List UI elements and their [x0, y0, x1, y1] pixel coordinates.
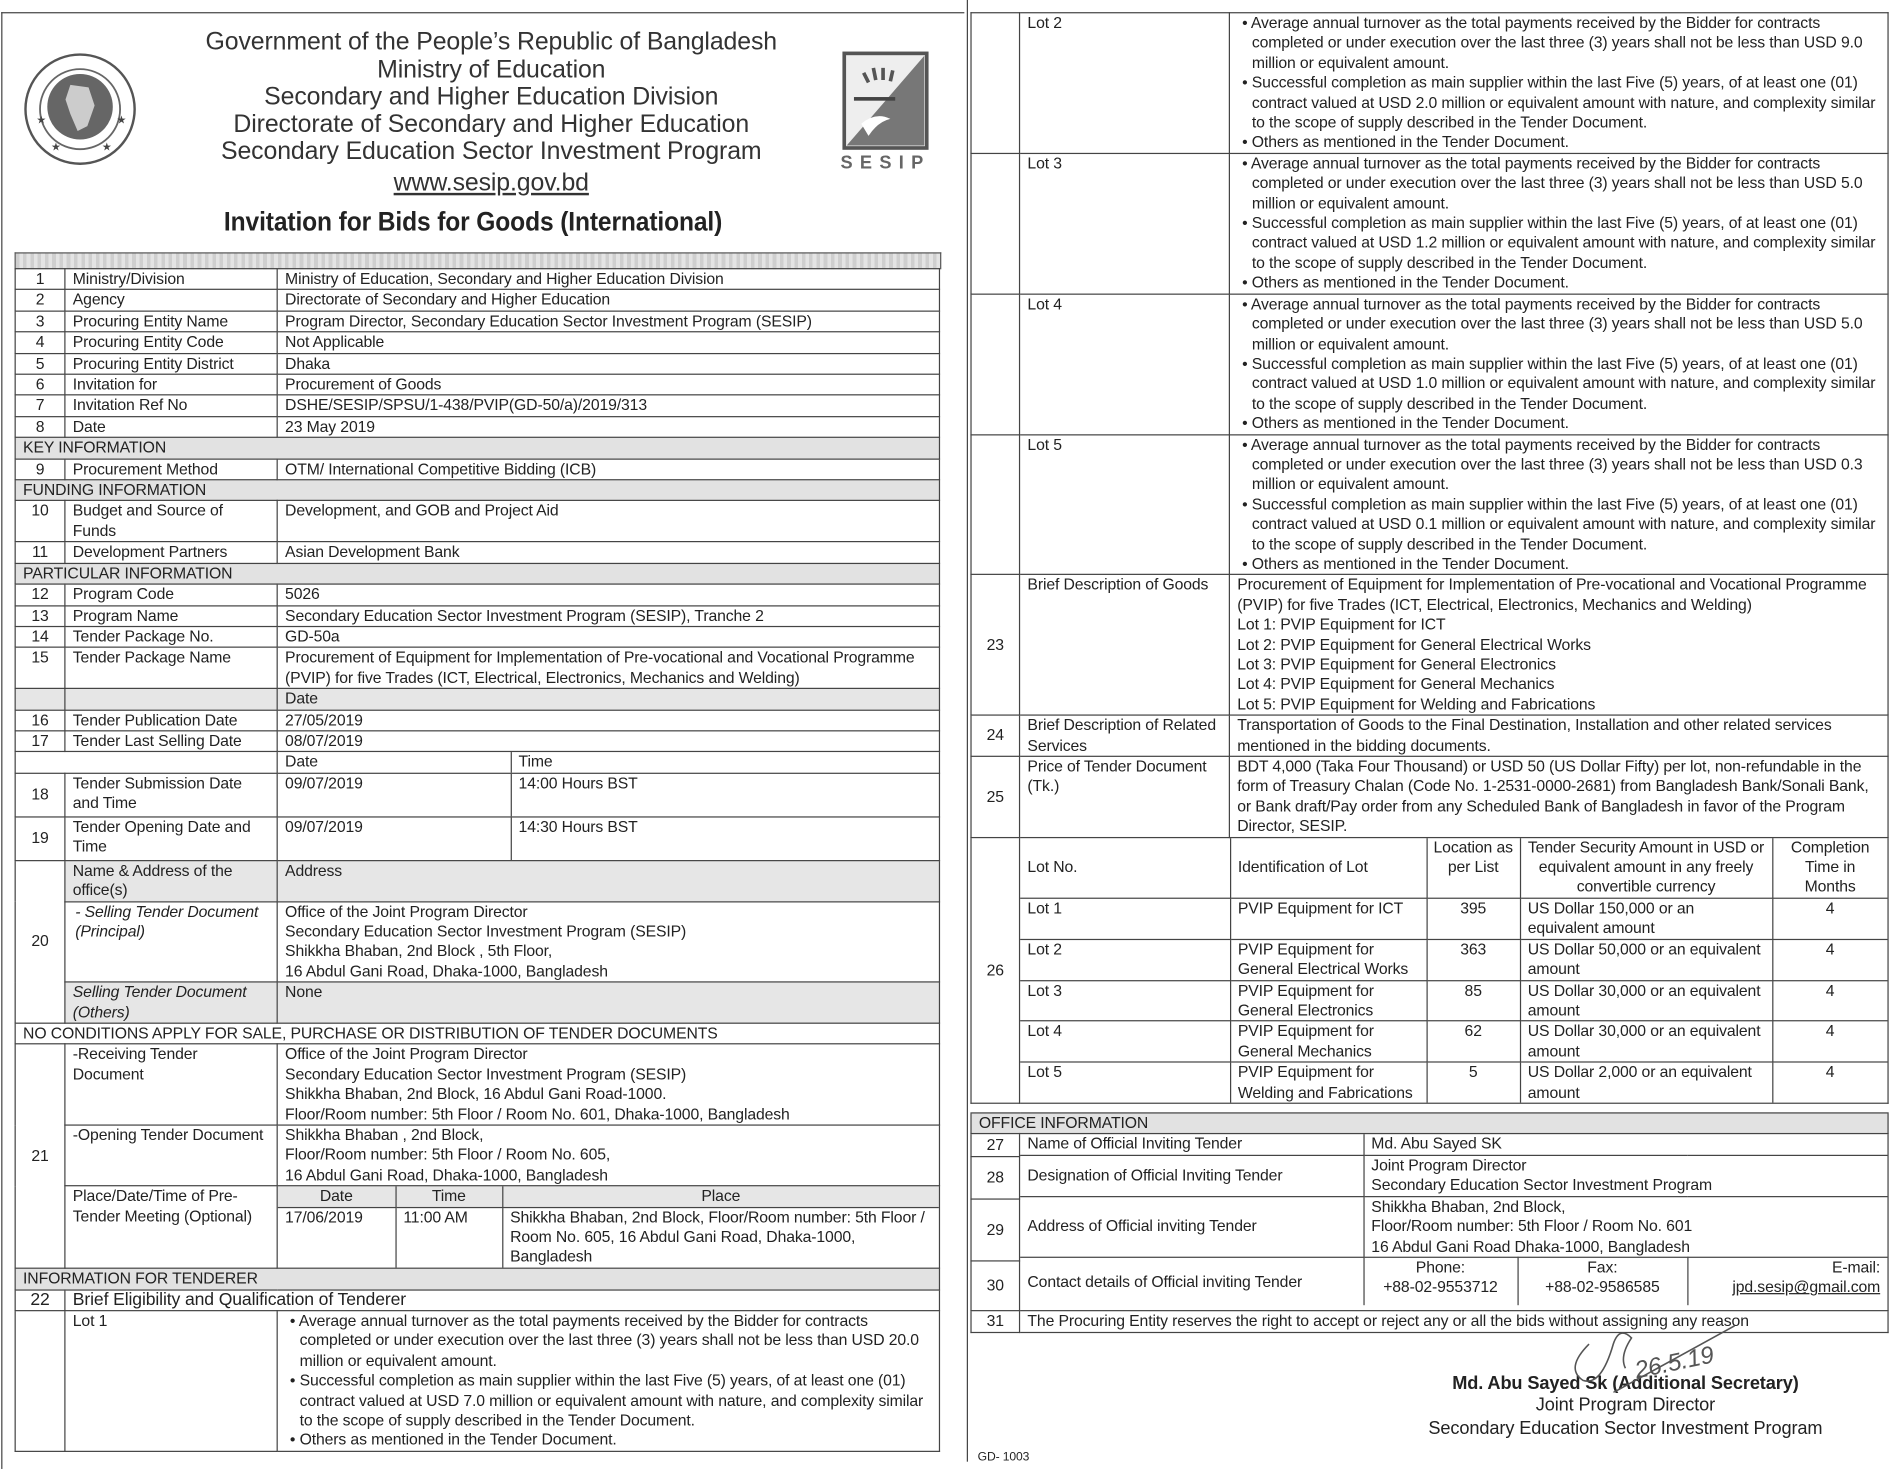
page-title: Invitation for Bids for Goods (International)	[223, 206, 723, 237]
tender-details-table-right	[970, 12, 1888, 1333]
cell: Lot 5	[1020, 1062, 1230, 1102]
cell: Procurement Method	[65, 459, 277, 480]
cell	[1229, 13, 1888, 154]
table-row	[15, 626, 939, 647]
cell: Price of Tender Document (Tk.)	[1020, 756, 1230, 837]
cell: 20	[15, 860, 65, 1023]
criteria-item: • Others as mentioned in the Tender Document.	[1237, 414, 1880, 434]
text-line: Floor/Room number: 5th Floor / Room No. 605,	[285, 1145, 611, 1164]
cell	[1517, 1257, 1687, 1306]
handwritten-signature	[1541, 1320, 1784, 1393]
table-row	[15, 1044, 939, 1125]
table-row	[971, 837, 1888, 1103]
svg-text:★: ★	[101, 141, 112, 154]
cell: 14	[15, 626, 65, 647]
cell: Transportation of Goods to the Final Destination, Installation and other related services mentioned in the bidding documents.	[1229, 715, 1888, 756]
cell	[15, 1311, 65, 1452]
cell	[277, 901, 939, 982]
cell: Lot 5	[1020, 434, 1230, 575]
text-line: Lot 5: PVIP Equipment for Welding and Fabrications	[1237, 694, 1596, 714]
table-row	[15, 542, 939, 563]
section-header	[971, 1113, 1888, 1134]
letterhead-line: Secondary and Higher Education Division	[264, 82, 719, 111]
cell: Address	[277, 860, 939, 901]
table-row	[15, 710, 939, 731]
signature-block	[1395, 1325, 1856, 1440]
cell	[1363, 1196, 1887, 1257]
cell: 4	[1772, 980, 1887, 1021]
svg-text:SESIP: SESIP	[840, 152, 931, 173]
section-header	[15, 480, 939, 501]
text-line: Lot 1: PVIP Equipment for ICT	[1237, 615, 1446, 634]
cell: Date	[278, 752, 511, 772]
cell: Ministry of Education, Secondary and Higher Education Division	[277, 269, 939, 290]
cell: Place/Date/Time of Pre-Tender Meeting (Optional)	[65, 1186, 277, 1268]
cell: 19	[15, 817, 65, 861]
cell: Tender Last Selling Date	[65, 731, 277, 752]
lot-row	[1020, 980, 1887, 1021]
criteria-item: • Successful completion as main supplier within the last Five (5) years, of at least one (01) contract valued at USD 0.1 million or equivalent amount with nature, and complexity similar to the scope of supply described in the Tender Document.	[1237, 495, 1880, 555]
cell: Contact details of Official inviting Tender	[1020, 1257, 1363, 1306]
cell	[1363, 1155, 1887, 1196]
table-row	[15, 416, 939, 437]
cell: 22	[15, 1290, 65, 1311]
cell	[1020, 837, 1889, 1103]
cell	[971, 153, 1020, 294]
cell: 17/06/2019	[278, 1207, 396, 1268]
cell: 09/07/2019	[278, 817, 511, 859]
cell: Procuring Entity District	[65, 353, 277, 374]
date-time-header-row	[15, 752, 939, 773]
phone-label: Phone:	[1415, 1257, 1466, 1277]
criteria-list	[1237, 154, 1880, 293]
cell: 5	[1426, 1062, 1519, 1102]
cell: Shikkha Bhaban, 2nd Block, Floor/Room number: 5th Floor / Room No. 605, 16 Abdul Gani Road, Dhaka-1000, Bangladesh	[502, 1207, 939, 1268]
row-number: 29	[970, 1199, 1020, 1261]
criteria-item: • Successful completion as main supplier within the last Five (5) years, of at least one (01) contract valued at USD 1.2 million or equivalent amount with nature, and complexity similar to the scope of supply described in the Tender Document.	[1237, 214, 1880, 274]
letterhead	[146, 29, 837, 196]
cell	[1020, 1134, 1889, 1311]
text-line: Floor/Room number: 5th Floor / Room No. 601	[1371, 1216, 1693, 1236]
lot-criteria-row	[971, 294, 1888, 435]
table-row	[15, 269, 939, 290]
cell	[971, 1134, 1020, 1311]
cell: 23 May 2019	[277, 416, 939, 437]
cell: 4	[1772, 898, 1887, 939]
cell: Tender Submission Date and Time	[65, 773, 277, 817]
text-line: Shikkha Bhaban , 2nd Block,	[285, 1125, 484, 1144]
lot-row	[1020, 939, 1887, 980]
cell	[1229, 153, 1888, 294]
cell: US Dollar 30,000 or an equivalent amount	[1520, 1021, 1772, 1062]
table-row	[15, 982, 939, 1023]
table-row	[971, 1134, 1888, 1311]
cell: Dhaka	[277, 353, 939, 374]
cell: PVIP Equipment for General Electrical Works	[1230, 939, 1427, 980]
cell: 4	[1772, 1062, 1887, 1102]
cell: Not Applicable	[277, 332, 939, 353]
table-header-band	[15, 252, 942, 269]
cell: Secondary Education Sector Investment Program (SESIP), Tranche 2	[277, 605, 939, 626]
cell: PVIP Equipment for General Mechanics	[1230, 1021, 1427, 1062]
text-line: Shikkha Bhaban, 2nd Block , 5th Floor,	[285, 941, 553, 960]
text-line: Office of the Joint Program Director	[285, 1044, 528, 1064]
cell: US Dollar 2,000 or an equivalent amount	[1520, 1062, 1772, 1102]
lot-row	[1020, 898, 1887, 939]
table-row	[15, 584, 939, 605]
cell: DSHE/SESIP/SPSU/1-438/PVIP(GD-50/a)/2019/313	[277, 395, 939, 416]
fax-value: +88-02-9586585	[1545, 1277, 1660, 1296]
cell: 23	[971, 575, 1020, 716]
table-row	[15, 290, 939, 311]
cell: 21	[15, 1044, 65, 1268]
cell: Lot 2	[1020, 939, 1230, 980]
criteria-list	[1237, 435, 1880, 574]
cell: 09/07/2019	[278, 774, 511, 816]
cell: Lot 1	[1020, 898, 1230, 939]
cell	[1229, 434, 1888, 575]
cell: Procuring Entity Code	[65, 332, 277, 353]
criteria-item: • Average annual turnover as the total payments received by the Bidder for contracts completed or under execution over the last three (3) years shall not be less than USD 20.0 million or equivalent amount.	[285, 1311, 932, 1371]
cell: Agency	[65, 290, 277, 311]
cell: GD-50a	[277, 626, 939, 647]
criteria-item: • Successful completion as main supplier within the last Five (5) years, of at least one (01) contract valued at USD 1.0 million or equivalent amount with nature, and complexity similar to the scope of supply described in the Tender Document.	[1237, 354, 1880, 414]
section-title: INFORMATION FOR TENDERER	[15, 1268, 939, 1289]
cell: Procurement of Goods	[277, 374, 939, 395]
cell: 85	[1426, 980, 1519, 1021]
section-header	[15, 1268, 939, 1289]
svg-text:★: ★	[36, 114, 47, 127]
cell: PVIP Equipment for General Electronics	[1230, 980, 1427, 1021]
text-line: Procurement of Equipment for Implementation of Pre-vocational and Vocational Programme (PVIP) for five Trades (ICT, Electrical, Electronics, Mechanics and Welding)	[1237, 575, 1867, 614]
cell: 9	[15, 459, 65, 480]
table-row	[15, 901, 939, 982]
cell: 13	[15, 605, 65, 626]
cell	[65, 689, 277, 710]
phone-value: +88-02-9553712	[1383, 1277, 1498, 1296]
criteria-item: • Average annual turnover as the total payments received by the Bidder for contracts completed or under execution over the last three (3) years shall not be less than USD 5.0 million or equivalent amount.	[1237, 294, 1880, 354]
text-line: Joint Program Director	[1371, 1155, 1527, 1174]
table-row	[15, 605, 939, 626]
section-header	[15, 563, 939, 584]
cell: Date	[277, 689, 939, 710]
cell: - Selling Tender Document (Principal)	[65, 901, 277, 982]
letterhead-line: Government of the People’s Republic of Bangladesh	[205, 27, 777, 56]
cell: 7	[15, 395, 65, 416]
cell	[15, 752, 277, 773]
svg-text:★: ★	[50, 141, 61, 154]
text-line: Lot 2: PVIP Equipment for General Electrical Works	[1237, 635, 1591, 654]
letterhead-line: Secondary Education Sector Investment Program	[221, 137, 762, 165]
text-line: 16 Abdul Gani Road, Dhaka-1000, Bangladesh	[285, 1165, 608, 1184]
cell: Tender Publication Date	[65, 710, 277, 731]
cell: Lot 4	[1020, 1021, 1230, 1062]
cell: Brief Eligibility and Qualification of Tenderer	[65, 1290, 940, 1311]
text-line: Office of the Joint Program Director	[285, 901, 528, 921]
cell: Identification of Lot	[1230, 838, 1427, 898]
cell: Program Name	[65, 605, 277, 626]
table-row	[15, 311, 939, 332]
cell: Development, and GOB and Project Aid	[277, 501, 939, 542]
text-line: Lot 4: PVIP Equipment for General Mechanics	[1237, 674, 1555, 694]
form-code: GD- 1003	[977, 1450, 1030, 1465]
column-divider	[967, 0, 968, 1462]
criteria-item: • Others as mentioned in the Tender Document.	[1237, 133, 1880, 153]
cell: US Dollar 150,000 or an equivalent amount	[1520, 898, 1772, 939]
cell: Time	[511, 752, 939, 772]
table-row	[15, 1290, 939, 1311]
criteria-item: • Others as mentioned in the Tender Document.	[285, 1431, 932, 1451]
row-number: 28	[970, 1156, 1020, 1198]
svg-text:26.5.19: 26.5.19	[1632, 1341, 1717, 1385]
section-title: OFFICE INFORMATION	[971, 1113, 1888, 1134]
signatory-title: Joint Program Director	[1535, 1394, 1716, 1416]
cell: 17	[15, 731, 65, 752]
cell: US Dollar 30,000 or an equivalent amount	[1520, 980, 1772, 1021]
table-row	[15, 395, 939, 416]
criteria-list	[285, 1311, 932, 1450]
cell: 4	[1772, 939, 1887, 980]
cell: 24	[971, 715, 1020, 756]
table-row	[15, 459, 939, 480]
cell: Name & Address of the office(s)	[65, 860, 277, 901]
cell: US Dollar 50,000 or an equivalent amount	[1520, 939, 1772, 980]
letterhead-line: Ministry of Education	[377, 55, 606, 84]
criteria-item: • Others as mentioned in the Tender Document.	[1237, 554, 1880, 574]
cell	[971, 294, 1020, 435]
cell	[277, 817, 939, 861]
cell: Lot 3	[1020, 980, 1230, 1021]
cell: 31	[971, 1311, 1020, 1332]
cell: Brief Description of Goods	[1020, 575, 1230, 716]
cell: Lot 1	[65, 1311, 277, 1452]
cell: 14:30 Hours BST	[511, 817, 939, 859]
cell: Completion Time in Months	[1772, 838, 1887, 898]
cell	[1687, 1257, 1887, 1306]
criteria-item: • Others as mentioned in the Tender Document.	[1237, 273, 1880, 293]
cell: 26	[971, 837, 1020, 1103]
lot-row	[1020, 1021, 1887, 1062]
cell	[15, 689, 65, 710]
notice-row	[15, 1023, 939, 1044]
cell: Budget and Source of Funds	[65, 501, 277, 542]
criteria-item: • Average annual turnover as the total payments received by the Bidder for contracts completed or under execution over the last three (3) years shall not be less than USD 5.0 million or equivalent amount.	[1237, 154, 1880, 214]
section-title: PARTICULAR INFORMATION	[15, 563, 939, 584]
cell: 6	[15, 374, 65, 395]
cell: Brief Description of Related Services	[1020, 715, 1230, 756]
cell	[277, 1186, 939, 1268]
lot-row	[1020, 1062, 1887, 1102]
table-row	[15, 1186, 939, 1268]
spacer	[971, 1103, 1888, 1113]
lot-criteria-row	[15, 1311, 939, 1452]
website-link[interactable]: www.sesip.gov.bd	[393, 168, 589, 196]
table-row	[15, 332, 939, 353]
cell: 3	[15, 311, 65, 332]
svg-text:★: ★	[116, 114, 127, 127]
row-number: 30	[970, 1261, 1020, 1311]
row-number: 27	[986, 1135, 1004, 1154]
cell	[277, 752, 939, 773]
cell: 10	[15, 501, 65, 542]
cell: 62	[1426, 1021, 1519, 1062]
cell: 4	[1772, 1021, 1887, 1062]
date-header-row	[15, 689, 939, 710]
cell: -Receiving Tender Document	[65, 1044, 277, 1125]
criteria-list	[1237, 13, 1880, 152]
cell	[1229, 575, 1888, 716]
cell	[277, 1125, 939, 1186]
cell: PVIP Equipment for ICT	[1230, 898, 1427, 939]
cell: Tender Package Name	[65, 648, 277, 689]
cell: Lot 2	[1020, 13, 1230, 154]
cell: 5	[15, 353, 65, 374]
table-row	[15, 731, 939, 752]
cell: 5026	[277, 584, 939, 605]
notice-text: NO CONDITIONS APPLY FOR SALE, PURCHASE OR DISTRIBUTION OF TENDER DOCUMENTS	[15, 1023, 939, 1044]
cell: 8	[15, 416, 65, 437]
criteria-item: • Average annual turnover as the total payments received by the Bidder for contracts completed or under execution over the last three (3) years shall not be less than USD 0.3 million or equivalent amount.	[1237, 435, 1880, 495]
cell: Tender Package No.	[65, 626, 277, 647]
tender-details-table-left	[15, 268, 941, 1452]
cell: Lot 4	[1020, 294, 1230, 435]
cell: Place	[502, 1187, 939, 1208]
government-seal-icon	[22, 51, 138, 167]
table-row	[971, 756, 1888, 837]
cell: The Procuring Entity reserves the right to accept or reject any or all the bids without assigning any reason	[1020, 1311, 1889, 1332]
cell: Lot No.	[1020, 838, 1230, 898]
text-line: Secondary Education Sector Investment Program (SESIP)	[285, 921, 687, 941]
letterhead-line: Directorate of Secondary and Higher Education	[233, 109, 750, 138]
signatory-name: Md. Abu Sayed Sk (Additional Secretary)	[1452, 1373, 1799, 1394]
table-row	[971, 575, 1888, 716]
cell: Ministry/Division	[65, 269, 277, 290]
cell: None	[277, 982, 939, 1023]
fax-label: Fax:	[1587, 1257, 1618, 1277]
cell	[277, 773, 939, 817]
cell: Location as per List	[1426, 838, 1519, 898]
cell: 11	[15, 542, 65, 563]
table-row	[15, 773, 939, 817]
cell: Procurement of Equipment for Implementation of Pre-vocational and Vocational Programme (PVIP) for five Trades (ICT, Electrical, Electronics, Mechanics and Welding)	[277, 648, 939, 689]
text-line: Secondary Education Sector Investment Program	[1371, 1175, 1713, 1194]
cell: Program Code	[65, 584, 277, 605]
criteria-list	[1237, 294, 1880, 433]
email-link[interactable]: jpd.sesip@gmail.com	[1732, 1277, 1881, 1296]
cell: 14:00 Hours BST	[511, 774, 939, 816]
cell: Procuring Entity Name	[65, 311, 277, 332]
cell	[277, 1044, 939, 1125]
cell: 395	[1426, 898, 1519, 939]
cell: -Opening Tender Document	[65, 1125, 277, 1186]
cell: 16	[15, 710, 65, 731]
text-line: Shikkha Bhaban, 2nd Block, 16 Abdul Gani Road-1000.	[285, 1084, 667, 1103]
table-row	[15, 648, 939, 689]
cell: 18	[15, 773, 65, 817]
cell	[971, 434, 1020, 575]
cell: Designation of Official Inviting Tender	[1020, 1155, 1363, 1196]
text-line: 16 Abdul Gani Road, Dhaka-1000, Bangladesh	[285, 961, 608, 980]
text-line: 16 Abdul Gani Road Dhaka-1000, Bangladesh	[1371, 1236, 1690, 1255]
email-label: E-mail:	[1831, 1257, 1881, 1277]
cell: Address of Official inviting Tender	[1020, 1196, 1363, 1257]
criteria-item: • Successful completion as main supplier within the last Five (5) years, of at least one (01) contract valued at USD 7.0 million or equivalent amount with nature, and complexity similar to the scope of supply described in the Tender Document.	[285, 1371, 932, 1431]
cell: 12	[15, 584, 65, 605]
section-title: FUNDING INFORMATION	[15, 480, 939, 501]
cell: Tender Security Amount in USD or equivalent amount in any freely convertible currency	[1520, 838, 1772, 898]
cell: 1	[15, 269, 65, 290]
table-row	[15, 860, 939, 901]
cell: OTM/ International Competitive Bidding (ICB)	[277, 459, 939, 480]
signatory-organization: Secondary Education Sector Investment Program	[1428, 1418, 1823, 1439]
cell	[1229, 294, 1888, 435]
cell: 15	[15, 648, 65, 689]
cell: Invitation Ref No	[65, 395, 277, 416]
table-row	[15, 353, 939, 374]
lot-criteria-row	[971, 153, 1888, 294]
cell: BDT 4,000 (Taka Four Thousand) or USD 50 (US Dollar Fifty) per lot, non-refundable in the form of Treasury Chalan (Code No. 1-2531-0000-2681) from Bangladesh Bank/Sonali Bank, or Bank draft/Pay order from any Scheduled Bank of Bangladesh in favor of the Program Director, SESIP.	[1229, 756, 1888, 837]
cell: 08/07/2019	[277, 731, 939, 752]
table-row	[15, 817, 939, 861]
text-line: Secondary Education Sector Investment Program (SESIP)	[285, 1064, 687, 1083]
cell	[277, 1311, 939, 1452]
cell: Tender Opening Date and Time	[65, 817, 277, 861]
cell: Md. Abu Sayed SK	[1363, 1135, 1887, 1156]
text-line: Shikkha Bhaban, 2nd Block,	[1371, 1196, 1566, 1216]
table-row	[971, 715, 1888, 756]
table-row	[15, 1125, 939, 1186]
cell: Date	[278, 1187, 396, 1208]
cell: PVIP Equipment for Welding and Fabrications	[1230, 1062, 1427, 1102]
cell: 11:00 AM	[395, 1207, 502, 1268]
cell: Invitation for	[65, 374, 277, 395]
cell: 27/05/2019	[277, 710, 939, 731]
cell: Name of Official Inviting Tender	[1020, 1135, 1363, 1156]
cell: 363	[1426, 939, 1519, 980]
lot-criteria-row	[971, 434, 1888, 575]
cell: Time	[395, 1187, 502, 1208]
table-row	[15, 501, 939, 542]
office-info-table	[1020, 1135, 1887, 1306]
cell	[1363, 1257, 1517, 1306]
cell: Directorate of Secondary and Higher Education	[277, 290, 939, 311]
lot-security-table	[1020, 838, 1887, 1103]
table-row	[15, 374, 939, 395]
cell: Development Partners	[65, 542, 277, 563]
cell: 2	[15, 290, 65, 311]
text-line: Floor/Room number: 5th Floor / Room No. 601, Dhaka-1000, Bangladesh	[285, 1104, 790, 1123]
cell: 25	[971, 756, 1020, 837]
criteria-item: • Successful completion as main supplier within the last Five (5) years, of at least one (01) contract valued at USD 2.0 million or equivalent amount with nature, and complexity similar to the scope of supply described in the Tender Document.	[1237, 73, 1880, 133]
section-header	[15, 438, 939, 459]
cell: Program Director, Secondary Education Sector Investment Program (SESIP)	[277, 311, 939, 332]
cell: 4	[15, 332, 65, 353]
cell: Date	[65, 416, 277, 437]
sesip-logo	[837, 51, 934, 172]
lot-criteria-row	[971, 13, 1888, 154]
criteria-item: • Average annual turnover as the total payments received by the Bidder for contracts completed or under execution over the last three (3) years shall not be less than USD 9.0 million or equivalent amount.	[1237, 13, 1880, 73]
cell	[971, 13, 1020, 154]
cell: Selling Tender Document (Others)	[65, 982, 277, 1023]
section-title: KEY INFORMATION	[15, 438, 939, 459]
text-line: Lot 3: PVIP Equipment for General Electronics	[1237, 655, 1556, 674]
cell: Lot 3	[1020, 153, 1230, 294]
cell: Asian Development Bank	[277, 542, 939, 563]
